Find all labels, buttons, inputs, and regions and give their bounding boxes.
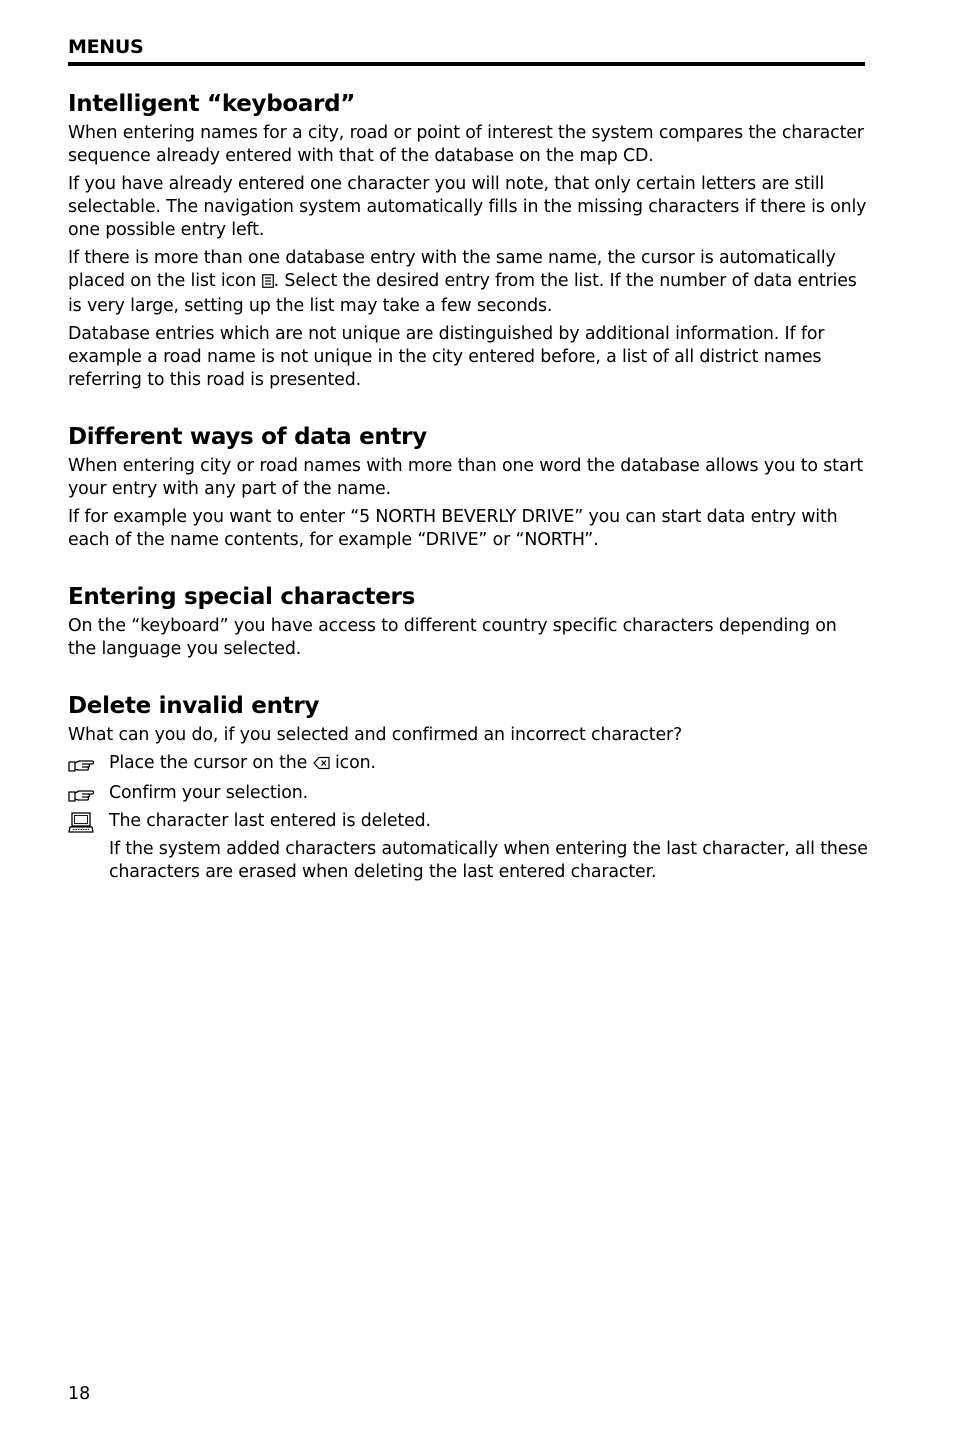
step-text-part: icon. — [329, 753, 376, 773]
section-different-ways — [68, 419, 868, 552]
instruction-step — [68, 782, 868, 805]
step-text: If the system added characters automatically when entering the last character, all these characters are erased when deleting the last entered character. — [109, 839, 868, 882]
step-text: The character last entered is deleted. — [109, 811, 431, 831]
section-title: Intelligent “keyboard” — [68, 91, 356, 117]
step-text-part: Place the cursor on the — [109, 753, 313, 773]
paragraph: On the “keyboard” you have access to different country specific characters depending on the language you selected. — [68, 616, 837, 659]
paragraph-text: If there is more than one database entry with the same name, the cursor is automatically placed on the list icon — [68, 248, 836, 291]
instruction-step — [68, 838, 868, 884]
paragraph: If you have already entered one character you will note, that only certain letters are still selectable. The navigation system automatically fills in the missing characters if there is only one possible entry left. — [68, 174, 867, 240]
paragraph: When entering city or road names with more than one word the database allows you to start your entry with any part of the name. — [68, 456, 863, 499]
header-rule — [68, 62, 865, 66]
section-delete-invalid-entry — [68, 688, 868, 884]
section-title: Delete invalid entry — [68, 693, 320, 719]
paragraph: What can you do, if you selected and confirmed an incorrect character? — [68, 725, 683, 745]
section-special-characters — [68, 579, 868, 661]
list-icon — [262, 272, 274, 295]
running-header: MENUS — [68, 36, 144, 58]
section-title: Entering special characters — [68, 584, 415, 610]
instruction-step — [68, 752, 868, 777]
page-content — [68, 86, 868, 884]
section-title: Different ways of data entry — [68, 424, 427, 450]
step-text: Confirm your selection. — [109, 783, 308, 803]
pointing-hand-icon — [68, 784, 94, 804]
paragraph-text: . Select the desired entry from the list. If the number of data entries is very large, setting up the list may take a few seconds. — [68, 271, 857, 316]
step-text — [109, 752, 868, 777]
paragraph: If for example you want to enter “5 NORTH BEVERLY DRIVE” you can start data entry with each of the name contents, for example “DRIVE” or “NORTH”. — [68, 507, 838, 550]
section-intelligent-keyboard — [68, 86, 868, 392]
display-screen-icon — [68, 812, 94, 832]
paragraph: Database entries which are not unique are distinguished by additional information. If for example a road name is not unique in the city entered before, a list of all district names referring to this road is presented. — [68, 324, 825, 390]
backspace-icon — [313, 754, 330, 777]
instruction-step — [68, 810, 868, 833]
paragraph: When entering names for a city, road or point of interest the system compares the character sequence already entered with that of the database on the map CD. — [68, 123, 864, 166]
pointing-hand-icon — [68, 754, 94, 774]
page-number: 18 — [68, 1384, 91, 1404]
paragraph — [68, 247, 868, 318]
